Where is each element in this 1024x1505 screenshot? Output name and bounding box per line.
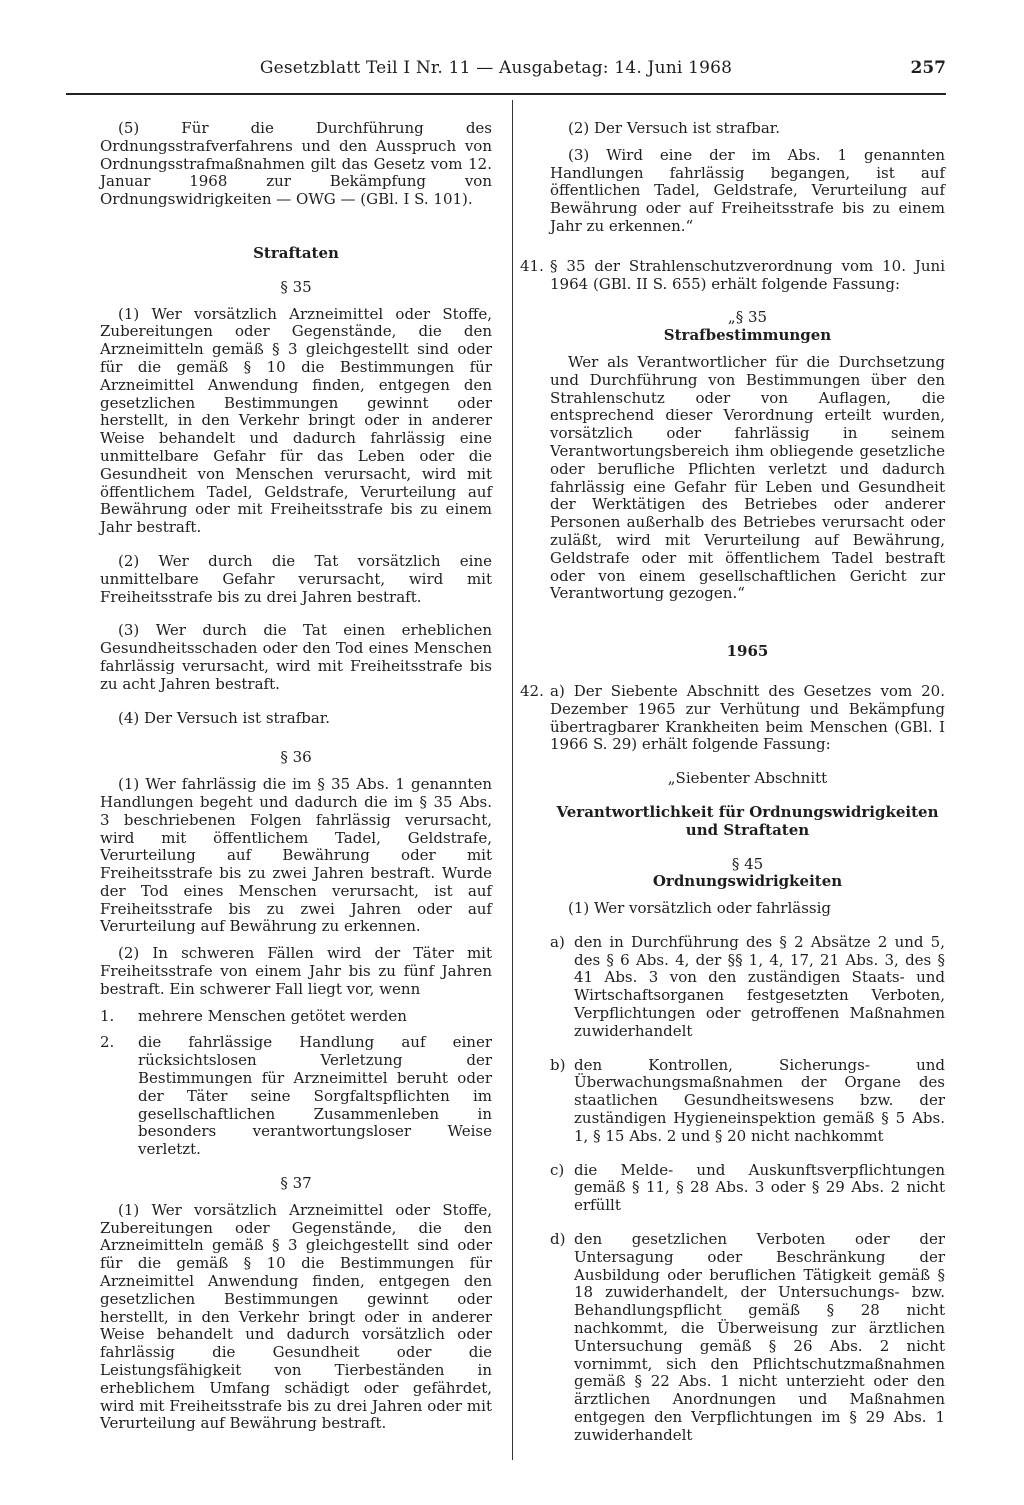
list-item bbox=[550, 1057, 945, 1146]
list-item-number: 1. bbox=[100, 1006, 115, 1025]
heading-ordnungswidrigkeiten: Ordnungswidrigkeiten bbox=[652, 872, 843, 891]
list-item-number: 2. bbox=[100, 1033, 115, 1052]
right-para-2: (2) Der Versuch ist strafbar. bbox=[568, 119, 781, 137]
heading-section-35: § 35 bbox=[280, 277, 312, 296]
section-35-para-2: (2) Wer durch die Tat vorsätzlich eine unmittelbare Gefahr verursacht, wird mit Freiheitsstrafe bis zu drei Jahren bestraft. bbox=[100, 551, 492, 606]
heading-siebenter-abschnitt: „Siebenter Abschnitt bbox=[667, 769, 828, 788]
item-41-text: § 35 der Strahlenschutzverordnung vom 10. Juni 1964 (GBl. II S. 655) erhält folgende Fassung: bbox=[550, 256, 945, 293]
page-header bbox=[66, 58, 946, 88]
heading-straftaten: Straftaten bbox=[253, 243, 339, 262]
item-a-mark: a) bbox=[550, 932, 565, 951]
paragraph-5: (5) Für die Durchführung des Ordnungsstrafverfahrens und den Ausspruch von Ordnungsstrafmaßnahmen gilt das Gesetz vom 12. Januar 1968 zur Bekämpfung von Ordnungswidrigkeiten — OWG — (GBl. I S. 101). bbox=[100, 119, 492, 209]
heading-section-35-quoted: „§ 35 bbox=[727, 308, 768, 327]
item-c-text: die Melde- und Auskunftsverpflichtungen gemäß § 11, § 28 Abs. 3 oder § 29 Abs. 2 nicht erfüllt bbox=[574, 1160, 945, 1215]
strafbestimmungen-text: Wer als Verantwortlicher für die Durchsetzung und Durchführung von Bestimmungen über den Strahlenschutz oder von Auflagen, die entsprechend dieser Verordnung erteilt wurden, vorsätzlich oder fahrlässig in seinem Verantwortungsbereich ihm obliegende gesetzliche oder berufliche Pflichten verletzt und dadurch fahrlässig eine Gefahr für Leben und Gesundheit der Werktätigen des Betriebes oder anderer Personen außerhalb des Betriebes verursacht oder zuläßt, wird mit Verurteilung auf Bewährung, Geldstrafe oder mit öffentlichem Tadel bestraft oder von einem gesellschaftlichen Gericht zur Verantwortung gezogen.“ bbox=[550, 352, 945, 603]
page-number: 257 bbox=[910, 58, 946, 78]
section-35-para-4: (4) Der Versuch ist strafbar. bbox=[118, 708, 331, 727]
list-item bbox=[100, 1008, 492, 1026]
list-item bbox=[550, 1231, 945, 1445]
heading-year-1965: 1965 bbox=[726, 642, 769, 661]
section-36-para-1: (1) Wer fahrlässig die im § 35 Abs. 1 genannten Handlungen begeht und dadurch die im § 35 Abs. 3 beschriebenen Folgen fahrlässig verursacht, wird mit öffentlichem Tadel, Geldstrafe, Verurteilung auf Bewährung oder mit Freiheitsstrafe bis zu zwei Jahren bestraft. Wurde der Tod eines Menschen verursacht, ist auf Freiheitsstrafe bis zu zwei Jahren oder auf Verurteilung auf Bewährung zu erkennen. bbox=[100, 775, 492, 936]
item-42-number: 42. bbox=[520, 681, 544, 700]
right-column bbox=[520, 120, 945, 1445]
item-b-mark: b) bbox=[550, 1055, 566, 1074]
list-item-text: mehrere Menschen getötet werden bbox=[138, 1006, 407, 1025]
heading-verantwortlichkeit: Verantwortlichkeit für Ordnungswidrigkeiten und Straftaten bbox=[556, 802, 939, 839]
heading-strafbestimmungen: Strafbestimmungen bbox=[663, 326, 832, 345]
section-45-para-1: (1) Wer vorsätzlich oder fahrlässig bbox=[568, 899, 832, 918]
right-para-3: (3) Wird eine der im Abs. 1 genannten Handlungen fahrlässig begangen, ist auf öffentlichen Tadel, Geldstrafe, Verurteilung auf Bewährung oder auf Freiheitsstrafe bis zu einem Jahr zu erkennen.“ bbox=[550, 145, 945, 235]
left-column bbox=[100, 120, 492, 1433]
heading-section-45: § 45 bbox=[731, 854, 764, 873]
column-divider bbox=[512, 100, 513, 1460]
section-35-para-3: (3) Wer durch die Tat einen erheblichen Gesundheitsschaden oder den Tod eines Menschen fahrlässig verursacht, wird mit Freiheitsstrafe bis zu acht Jahren bestraft. bbox=[100, 621, 492, 693]
list-item bbox=[100, 1034, 492, 1159]
item-41-number: 41. bbox=[520, 256, 544, 275]
item-c-mark: c) bbox=[550, 1160, 565, 1179]
list-item bbox=[550, 934, 945, 1041]
section-35-para-1: (1) Wer vorsätzlich Arzneimittel oder Stoffe, Zubereitungen oder Gegenstände, die den Arzneimitteln gemäß § 3 gleichgestellt sind oder für die gemäß § 10 die Bestimmungen für Arzneimittel Anwendung finden, entgegen den gesetzlichen Bestimmungen gewinnt oder herstellt, in den Verkehr bringt oder in anderer Weise behandelt und dadurch fahrlässig eine unmittelbare Gefahr für das Leben oder die Gesundheit von Menschen verursacht, wird mit öffentlichem Tadel, Geldstrafe, Verurteilung auf Bewährung oder mit Freiheitsstrafe bis zu einem Jahr bestraft. bbox=[100, 304, 492, 537]
list-item bbox=[520, 683, 945, 754]
list-item bbox=[550, 1162, 945, 1215]
header-title: Gesetzblatt Teil I Nr. 11 — Ausgabetag: 14. Juni 1968 bbox=[259, 58, 733, 78]
list-item bbox=[520, 258, 945, 294]
item-a-text: den in Durchführung des § 2 Absätze 2 und 5, des § 6 Abs. 4, der §§ 1, 4, 17, 21 Abs. 3, des § 41 Abs. 3 von den zuständigen Staats- und Wirtschaftsorganen festgesetzten Verboten, Verpflichtungen oder getroffenen Maßnahmen zuwiderhandelt bbox=[574, 932, 945, 1040]
section-36-para-2: (2) In schweren Fällen wird der Täter mit Freiheitsstrafe von einem Jahr bis zu fünf Jahren bestraft. Ein schwerer Fall liegt vor, wenn bbox=[100, 944, 492, 998]
list-item-text: die fahrlässige Handlung auf einer rücksichtslosen Verletzung der Bestimmungen für Arzneimittel beruht oder der Täter seine Sorgfaltspflichten im gesellschaftlichen Zusammenleben in besonders verantwortungsloser Weise verletzt. bbox=[138, 1033, 492, 1159]
item-d-text: den gesetzlichen Verboten oder der Untersagung oder Beschränkung der Ausbildung oder beruflichen Tätigkeit gemäß § 18 zuwiderhandelt, der Untersuchungs- bzw. Behandlungspflicht gemäß § 28 nicht nachkommt, die Überweisung zur ärztlichen Untersuchung gemäß § 26 Abs. 2 nicht vornimmt, sich den Pflichtschutzmaßnahmen gemäß § 22 Abs. 1 nicht unterzieht oder den ärztlichen Anordnungen und Maßnahmen entgegen den Verpflichtungen im § 29 Abs. 1 zuwiderhandelt bbox=[574, 1230, 945, 1444]
heading-section-37: § 37 bbox=[280, 1174, 312, 1193]
item-b-text: den Kontrollen, Sicherungs- und Überwachungsmaßnahmen der Organe des staatlichen Gesundheitswesens bzw. der zuständigen Hygieneinspektion gemäß § 5 Abs. 1, § 15 Abs. 2 und § 20 nicht nachkommt bbox=[574, 1055, 945, 1145]
header-rule bbox=[66, 93, 946, 95]
section-37-para-1: (1) Wer vorsätzlich Arzneimittel oder Stoffe, Zubereitungen oder Gegenstände, die den Arzneimitteln gemäß § 3 gleichgestellt sind oder für die gemäß § 10 die Bestimmungen für Arzneimittel Anwendung finden, entgegen den gesetzlichen Bestimmungen gewinnt oder herstellt, in den Verkehr bringt oder in anderer Weise behandelt und dadurch vorsätzlich oder fahrlässig die Gesundheit oder die Leistungsfähigkeit von Tierbeständen in erheblichem Umfang schädigt oder gefährdet, wird mit Freiheitsstrafe bis zu drei Jahren oder mit Verurteilung auf Bewährung bestraft. bbox=[100, 1200, 492, 1433]
item-d-mark: d) bbox=[550, 1230, 566, 1249]
heading-section-36: § 36 bbox=[280, 748, 312, 767]
item-42-text: a) Der Siebente Abschnitt des Gesetzes vom 20. Dezember 1965 zur Verhütung und Bekämpfung übertragbarer Krankheiten beim Menschen (GBl. I 1966 S. 29) erhält folgende Fassung: bbox=[550, 681, 945, 754]
